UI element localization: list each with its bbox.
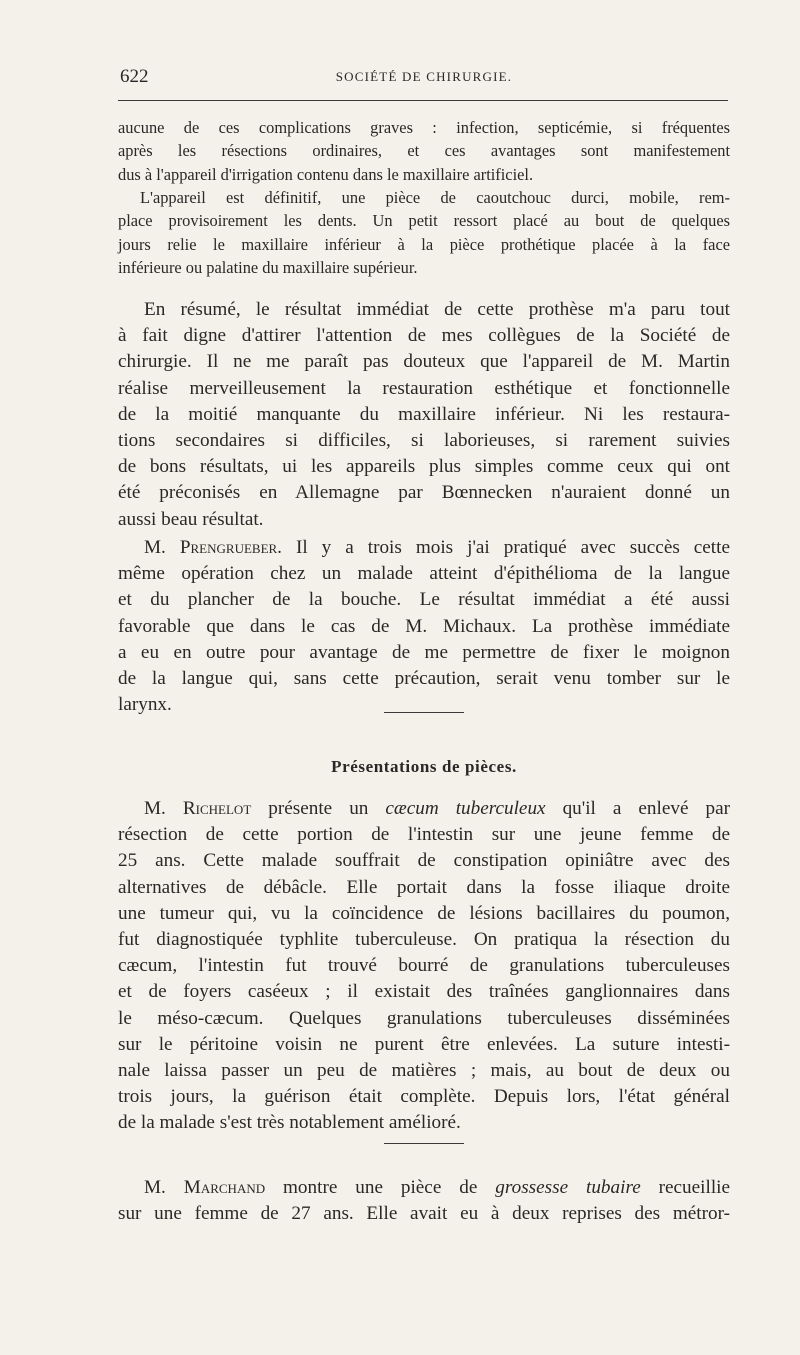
text-line: et du plancher de la bouche. Le résultat immédiat a été aussi — [118, 589, 730, 611]
text-line: sur le péritoine voisin ne purent être enlevées. La suture intesti- — [118, 1033, 730, 1055]
text-line: le méso-cæcum. Quelques granulations tuberculeuses disséminées — [118, 1007, 730, 1029]
header-rule — [118, 100, 728, 101]
italic-term: cæcum tuberculeux — [385, 798, 546, 819]
text-line: de bons résultats, ui les appareils plus simples comme ceux qui ont — [118, 456, 730, 478]
text-line: L'appareil est définitif, une pièce de caoutchouc durci, mobile, rem- — [140, 188, 730, 207]
text-line: cæcum, l'intestin fut trouvé bourré de granulations tuberculeuses — [118, 955, 730, 977]
text-run: Il y a trois mois j'ai pratiqué avec succès cette — [281, 537, 730, 558]
text-line: 25 ans. Cette malade souffrait de constipation opiniâtre avec des — [118, 850, 730, 872]
text-run: présente un — [251, 798, 386, 819]
text-line: même opération chez un malade atteint d'épithélioma de la langue — [118, 563, 730, 585]
text-line: de la langue qui, sans cette précaution, serait venu tomber sur le — [118, 668, 730, 690]
section-heading: Présentations de pièces. — [331, 757, 517, 776]
text-line: a eu en outre pour avantage de me permettre de fixer le moignon — [118, 641, 730, 663]
text-line: une tumeur qui, vu la coïncidence de lésions bacillaires du poumon, — [118, 902, 730, 924]
text-run: montre une pièce de — [265, 1177, 496, 1198]
text-line: à fait digne d'attirer l'attention de mes collègues de la Société de — [118, 325, 730, 347]
paragraph-1 — [118, 116, 730, 186]
text-line: résection de cette portion de l'intestin sur une jeune femme de — [118, 824, 730, 846]
speaker-name: M. Marchand — [144, 1177, 266, 1198]
text-line: trois jours, la guérison était complète. Depuis lors, l'état général — [118, 1086, 730, 1108]
text-line: favorable que dans le cas de M. Michaux. La prothèse immédiate — [118, 615, 730, 637]
text-line: après les résections ordinaires, et ces avantages sont manifestement — [118, 141, 730, 161]
text-line: aussi beau résultat. — [118, 508, 264, 530]
separator-rule — [384, 712, 464, 713]
text-line: fut diagnostiquée typhlite tuberculeuse. On pratiqua la résection du — [118, 929, 730, 951]
text-line: été préconisés en Allemagne par Bœnnecken n'auraient donné un — [118, 482, 730, 504]
text-run: qu'il a enlevé par — [545, 798, 730, 819]
paragraph-4 — [118, 535, 730, 718]
text-line: aucune de ces complications graves : infection, septicémie, si fréquentes — [118, 118, 730, 137]
text-line — [118, 1175, 730, 1201]
text-line: larynx. — [118, 694, 172, 716]
text-line: sur une femme de 27 ans. Elle avait eu à deux reprises des métror- — [118, 1203, 730, 1225]
text-line: et de foyers caséeux ; il existait des traînées ganglionnaires dans — [118, 981, 730, 1003]
text-line: En résumé, le résultat immédiat de cette prothèse m'a paru tout — [144, 299, 730, 320]
text-line: de la moitié manquante du maxillaire inférieur. Ni les restaura- — [118, 403, 730, 425]
running-title: SOCIÉTÉ DE CHIRURGIE. — [335, 69, 513, 84]
text-line: inférieure ou palatine du maxillaire supérieur. — [118, 258, 418, 278]
text-line — [118, 796, 730, 822]
document-page — [118, 0, 730, 1355]
text-line: de la malade s'est très notablement amélioré. — [118, 1112, 461, 1134]
text-line: dus à l'appareil d'irrigation contenu dans le maxillaire artificiel. — [118, 164, 534, 184]
text-run: recueillie — [640, 1177, 731, 1198]
text-line: place provisoirement les dents. Un petit ressort placé au bout de quelques — [118, 211, 730, 231]
text-line: alternatives de débâcle. Elle portait dans la fosse iliaque droite — [118, 876, 730, 898]
text-line: réalise merveilleusement la restauration esthétique et fonctionnelle — [118, 377, 730, 399]
text-line: jours relie le maxillaire inférieur à la pièce prothétique placée à la face — [118, 234, 730, 254]
page-number: 622 — [120, 66, 149, 87]
paragraph-6 — [118, 1175, 730, 1227]
paragraph-5 — [118, 796, 730, 1137]
paragraph-2 — [118, 186, 730, 280]
italic-term: grossesse tubaire — [495, 1177, 641, 1198]
text-line: tions secondaires si difficiles, si laborieuses, si rarement suivies — [118, 430, 730, 452]
separator-rule — [384, 1143, 464, 1144]
text-line: chirurgie. Il ne me paraît pas douteux que l'appareil de M. Martin — [118, 351, 730, 373]
paragraph-3 — [118, 297, 730, 533]
speaker-name: M. Richelot — [144, 798, 252, 819]
text-line — [118, 535, 730, 561]
text-line: nale laissa passer un peu de matières ; mais, au bout de deux ou — [118, 1060, 730, 1082]
page-header — [118, 66, 730, 88]
speaker-name: M. Prengrueber. — [144, 537, 282, 558]
